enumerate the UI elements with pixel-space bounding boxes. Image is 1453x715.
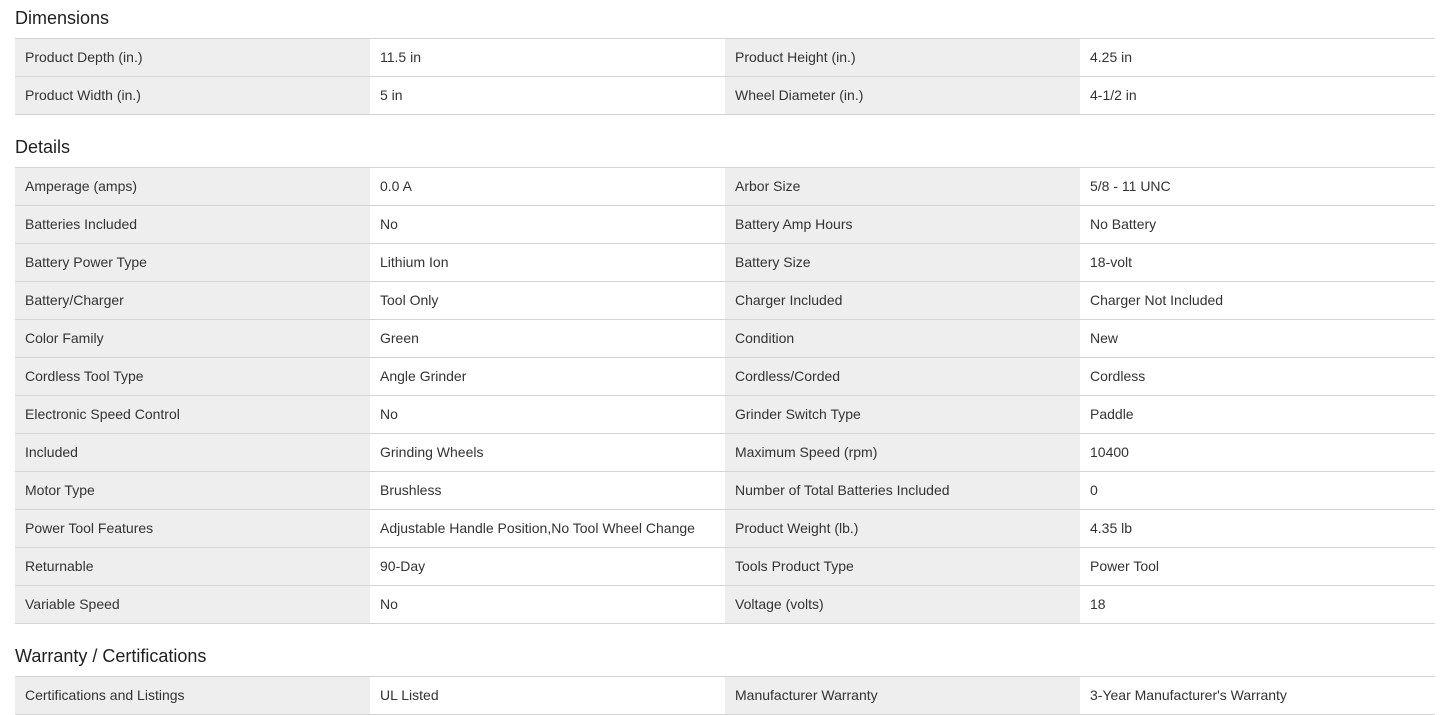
spec-label: Product Height (in.) [725, 39, 1080, 76]
spec-label: Condition [725, 320, 1080, 357]
spec-label: Maximum Speed (rpm) [725, 434, 1080, 471]
spec-value: Green [370, 320, 725, 357]
table-row [15, 168, 1435, 206]
section-dimensions [15, 0, 1435, 115]
spec-value: Charger Not Included [1080, 282, 1435, 319]
spec-label: Cordless/Corded [725, 358, 1080, 395]
spec-value: No [370, 206, 725, 243]
section-details [15, 129, 1435, 624]
spec-label: Battery Power Type [15, 244, 370, 281]
table-row [15, 472, 1435, 510]
spec-table [15, 167, 1435, 624]
section-title: Dimensions [15, 8, 110, 28]
spec-value: Tool Only [370, 282, 725, 319]
spec-label: Color Family [15, 320, 370, 357]
spec-value: Cordless [1080, 358, 1435, 395]
spec-label: Variable Speed [15, 586, 370, 623]
spec-value: 4-1/2 in [1080, 77, 1435, 114]
spec-value: Adjustable Handle Position,No Tool Wheel Change [370, 510, 725, 547]
table-row [15, 510, 1435, 548]
spec-value: 3-Year Manufacturer's Warranty [1080, 677, 1435, 714]
table-row [15, 244, 1435, 282]
spec-label: Battery Size [725, 244, 1080, 281]
spec-value: 18-volt [1080, 244, 1435, 281]
table-row [15, 39, 1435, 77]
spec-value: 0.0 A [370, 168, 725, 205]
spec-label: Voltage (volts) [725, 586, 1080, 623]
spec-value: Angle Grinder [370, 358, 725, 395]
spec-value: Grinding Wheels [370, 434, 725, 471]
spec-label: Batteries Included [15, 206, 370, 243]
spec-label: Electronic Speed Control [15, 396, 370, 433]
spec-value: 5 in [370, 77, 725, 114]
spec-label: Manufacturer Warranty [725, 677, 1080, 714]
spec-value: No [370, 396, 725, 433]
spec-value: 11.5 in [370, 39, 725, 76]
spec-value: 5/8 - 11 UNC [1080, 168, 1435, 205]
spec-value: Brushless [370, 472, 725, 509]
spec-label: Product Depth (in.) [15, 39, 370, 76]
spec-label: Battery Amp Hours [725, 206, 1080, 243]
spec-value: Paddle [1080, 396, 1435, 433]
table-row [15, 548, 1435, 586]
spec-label: Amperage (amps) [15, 168, 370, 205]
spec-value: 0 [1080, 472, 1435, 509]
table-row [15, 282, 1435, 320]
spec-label: Grinder Switch Type [725, 396, 1080, 433]
table-row [15, 434, 1435, 472]
spec-label: Power Tool Features [15, 510, 370, 547]
spec-value: New [1080, 320, 1435, 357]
spec-label: Cordless Tool Type [15, 358, 370, 395]
spec-label: Wheel Diameter (in.) [725, 77, 1080, 114]
table-row [15, 77, 1435, 115]
table-row [15, 206, 1435, 244]
spec-value: 10400 [1080, 434, 1435, 471]
spec-value: UL Listed [370, 677, 725, 714]
spec-label: Product Weight (lb.) [725, 510, 1080, 547]
spec-table [15, 676, 1435, 715]
spec-label: Arbor Size [725, 168, 1080, 205]
spec-value: 18 [1080, 586, 1435, 623]
spec-label: Motor Type [15, 472, 370, 509]
spec-label: Battery/Charger [15, 282, 370, 319]
spec-label: Returnable [15, 548, 370, 585]
table-row [15, 396, 1435, 434]
spec-value: 4.35 lb [1080, 510, 1435, 547]
spec-label: Product Width (in.) [15, 77, 370, 114]
spec-value: Lithium Ion [370, 244, 725, 281]
spec-table [15, 38, 1435, 115]
spec-label: Included [15, 434, 370, 471]
spec-label: Number of Total Batteries Included [725, 472, 1080, 509]
table-row [15, 320, 1435, 358]
section-title: Details [15, 137, 71, 157]
spec-value: No [370, 586, 725, 623]
table-row [15, 358, 1435, 396]
spec-value: 90-Day [370, 548, 725, 585]
table-row [15, 586, 1435, 624]
spec-value: Power Tool [1080, 548, 1435, 585]
spec-label: Certifications and Listings [15, 677, 370, 714]
section-warranty-certifications [15, 638, 1435, 715]
section-title: Warranty / Certifications [15, 646, 207, 666]
table-row [15, 677, 1435, 715]
spec-value: 4.25 in [1080, 39, 1435, 76]
spec-label: Tools Product Type [725, 548, 1080, 585]
spec-value: No Battery [1080, 206, 1435, 243]
spec-label: Charger Included [725, 282, 1080, 319]
